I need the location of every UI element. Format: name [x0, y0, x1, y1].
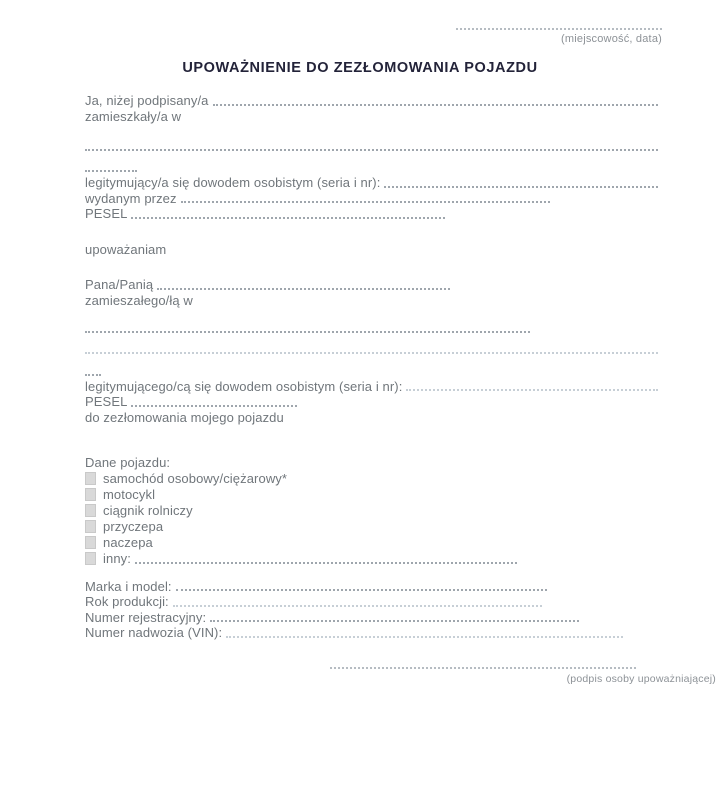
- field-production-year-label: Rok produkcji:: [85, 594, 169, 609]
- attorney-person-label: Pana/Panią: [85, 277, 154, 292]
- vehicle-type-row-semitrailer: [85, 535, 658, 551]
- vehicle-type-other-fill-line: [135, 562, 517, 564]
- field-make-model-fill-line: [176, 589, 547, 591]
- signature-caption: (podpis osoby upoważniającej): [566, 672, 716, 685]
- grantor-name-fill-line: [213, 104, 658, 106]
- vehicle-type-label-motorcycle: motocykl: [103, 486, 156, 502]
- vehicle-type-label-tractor: ciągnik rolniczy: [103, 502, 193, 518]
- vehicle-type-row-motorcycle: [85, 487, 658, 503]
- grantor-residence-row: [85, 109, 658, 125]
- vehicle-type-label-semitrailer: naczepa: [103, 534, 153, 550]
- attorney-residence-row: [85, 293, 658, 309]
- authorize-verb: upoważaniam: [85, 241, 167, 257]
- attorney-name-fill-line: [157, 288, 450, 290]
- attorney-address-short-fill-line: [85, 374, 101, 376]
- grantor-pesel-label: PESEL: [85, 206, 128, 221]
- attorney-pesel-row: [85, 394, 297, 410]
- vehicle-heading: Dane pojazdu:: [85, 455, 171, 470]
- attorney-address-fill-line-2: [85, 352, 658, 354]
- grantor-issued-by-row: [85, 191, 550, 207]
- field-vin-row: [85, 625, 623, 641]
- checkbox-trailer[interactable]: [85, 520, 96, 533]
- grantor-address-row: [85, 138, 658, 154]
- attorney-purpose-label: do zezłomowania mojego pojazdu: [85, 409, 284, 425]
- vehicle-type-row-trailer: [85, 519, 658, 535]
- vehicle-heading-row: [85, 455, 658, 471]
- document-body: [85, 93, 716, 687]
- signature-fill-line: [330, 667, 636, 669]
- attorney-residence-label: zamieszałego/łą w: [85, 292, 193, 308]
- grantor-issued-by-label: wydanym przez: [85, 190, 177, 206]
- attorney-address-row-2: [85, 342, 658, 358]
- grantor-pesel-fill-line: [131, 217, 445, 219]
- grantor-address-fill-line: [85, 149, 658, 151]
- authorize-verb-row: [85, 242, 658, 258]
- signature-block: [330, 667, 716, 688]
- grantor-id-label: legitymujący/a się dowodem osobistym (seria i nr):: [85, 175, 381, 190]
- field-registration-number-fill-line: [210, 620, 579, 622]
- grantor-address-short-fill-line: [85, 170, 137, 172]
- attorney-person-row: [85, 277, 450, 293]
- field-production-year-row: [85, 594, 542, 610]
- attorney-pesel-fill-line: [131, 405, 297, 407]
- checkbox-other[interactable]: [85, 552, 96, 565]
- attorney-pesel-label: PESEL: [85, 394, 128, 409]
- field-vin-label: Numer nadwozia (VIN):: [85, 625, 223, 640]
- attorney-id-label: legitymującego/cą się dowodem osobistym (seria i nr):: [85, 378, 403, 394]
- checkbox-car[interactable]: [85, 472, 96, 485]
- attorney-address-fill-line: [85, 331, 530, 333]
- attorney-address-overflow-row: [85, 363, 658, 379]
- vehicle-type-row-car: [85, 471, 658, 487]
- vehicle-type-label-trailer: przyczepa: [103, 518, 164, 534]
- grantor-intro-row: [85, 93, 658, 109]
- checkbox-tractor[interactable]: [85, 504, 96, 517]
- document-title: UPOWAŻNIENIE DO ZEZŁOMOWANIA POJAZDU: [182, 60, 538, 76]
- grantor-address-overflow-row: [85, 160, 658, 176]
- place-date-caption: (miejscowość, data): [561, 33, 662, 45]
- attorney-id-fill-line: [406, 389, 658, 391]
- field-registration-number-label: Numer rejestracyjny:: [85, 609, 207, 625]
- field-vin-fill-line: [226, 636, 623, 638]
- checkbox-motorcycle[interactable]: [85, 488, 96, 501]
- vehicle-type-row-tractor: [85, 503, 658, 519]
- vehicle-type-row-other: [85, 551, 517, 567]
- grantor-id-fill-line: [384, 186, 658, 188]
- attorney-address-row: [85, 320, 530, 336]
- attorney-id-row: [85, 379, 658, 395]
- field-production-year-fill-line: [173, 605, 542, 607]
- field-make-model-row: [85, 579, 547, 595]
- grantor-id-row: [85, 175, 658, 191]
- checkbox-semitrailer[interactable]: [85, 536, 96, 549]
- place-date-fill-line: [456, 28, 662, 30]
- vehicle-type-label-car: samochód osobowy/ciężarowy*: [103, 470, 288, 486]
- grantor-pesel-row: [85, 206, 445, 222]
- grantor-issued-by-fill-line: [181, 201, 550, 203]
- place-date-block: [0, 0, 720, 45]
- grantor-intro-label: Ja, niżej podpisany/a: [85, 93, 209, 108]
- vehicle-type-label-other: inny:: [103, 550, 131, 566]
- field-make-model-label: Marka i model:: [85, 578, 172, 594]
- attorney-purpose-row: [85, 410, 658, 426]
- field-registration-number-row: [85, 610, 579, 626]
- grantor-residence-label: zamieszkały/a w: [85, 108, 182, 124]
